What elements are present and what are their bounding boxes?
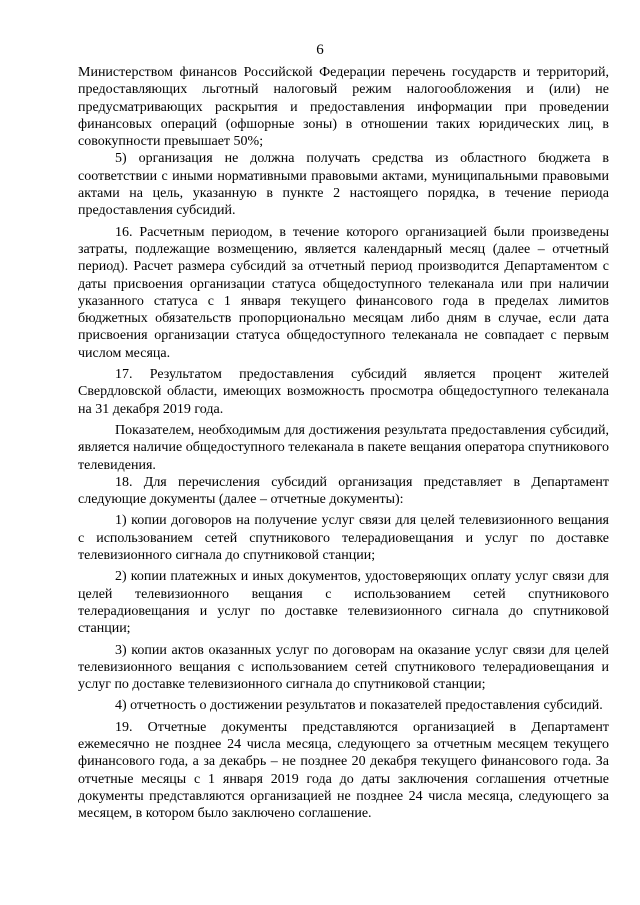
paragraph-item-3: 3) копии актов оказанных услуг по договорам на оказание услуг связи для целей телевизионного вещания с использованием сетей спутникового телерадиовещания и услуг по доставке телевизионного сигнала до спутниковой станции; [78,642,609,693]
paragraph-item-1: 1) копии договоров на получение услуг связи для целей телевизионного вещания с использованием сетей спутникового телерадиовещания и услуг по доставке телевизионного сигнала до спутниковой станции; [78,513,609,564]
paragraph-17: 17. Результатом предоставления субсидий является процент жителей Свердловской области, имеющих возможность просмотра общедоступного телеканала на 31 декабря 2019 года. [78,367,609,417]
paragraph-18: 18. Для перечисления субсидий организация представляет в Департамент следующие документы (далее – отчетные документы): [78,474,609,508]
paragraph-item-2: 2) копии платежных и иных документов, удостоверяющих оплату услуг связи для целей телевизионного вещания с использованием сетей спутникового телерадиовещания и услуг по доставке телевизионного сигнала до спутниковой станции; [78,569,609,637]
document-body [78,64,609,822]
page-number: 6 [316,42,324,58]
paragraph-19: 19. Отчетные документы представляются организацией в Департамент ежемесячно не позднее 24 числа месяца, следующего за отчетным месяцем текущего финансового года, а за декабрь – не позднее 20 декабря текущего финансового года. За отчетные месяцы с 1 января 2019 года до даты заключения соглашения отчетные документы представляются организацией не позднее 24 числа месяца, следующего за месяцем, в котором было заключено соглашение. [78,719,609,822]
paragraph-item-4: 4) отчетность о достижении результатов и показателей предоставления субсидий. [115,698,603,714]
paragraph-16: 16. Расчетным периодом, в течение которого организацией были произведены затраты, подлежащие возмещению, является календарный месяц (далее – отчетный период). Расчет размера субсидий за отчетный период производится Департаментом с даты присвоения организации статуса общедоступного телеканала или при наличии указанного статуса с 1 января текущего финансового года в пределах лимитов бюджетных обязательств пропорционально месяцам либо дням в случае, если дата присвоения организации статуса общедоступного телеканала не совпадает с первым числом месяца. [78,224,609,361]
paragraph-item-5: 5) организация не должна получать средства из областного бюджета в соответствии с иными нормативными правовыми актами, муниципальными правовыми актами на цель, указанную в пункте 2 настоящего порядка, в течение периода предоставления субсидий. [78,151,609,219]
paragraph-offshore-continuation: Министерством финансов Российской Федерации перечень государств и территорий, предоставляющих льготный налоговый режим налогообложения и (или) не предусматривающих раскрытия и предоставления информации при проведении финансовых операций (офшорные зоны) в отношении таких юридических лиц, в совокупности превышает 50%; [78,65,609,150]
paragraph-indicator: Показателем, необходимым для достижения результата предоставления субсидий, является наличие общедоступного телеканала в пакете вещания оператора спутникового телевидения. [78,422,609,473]
